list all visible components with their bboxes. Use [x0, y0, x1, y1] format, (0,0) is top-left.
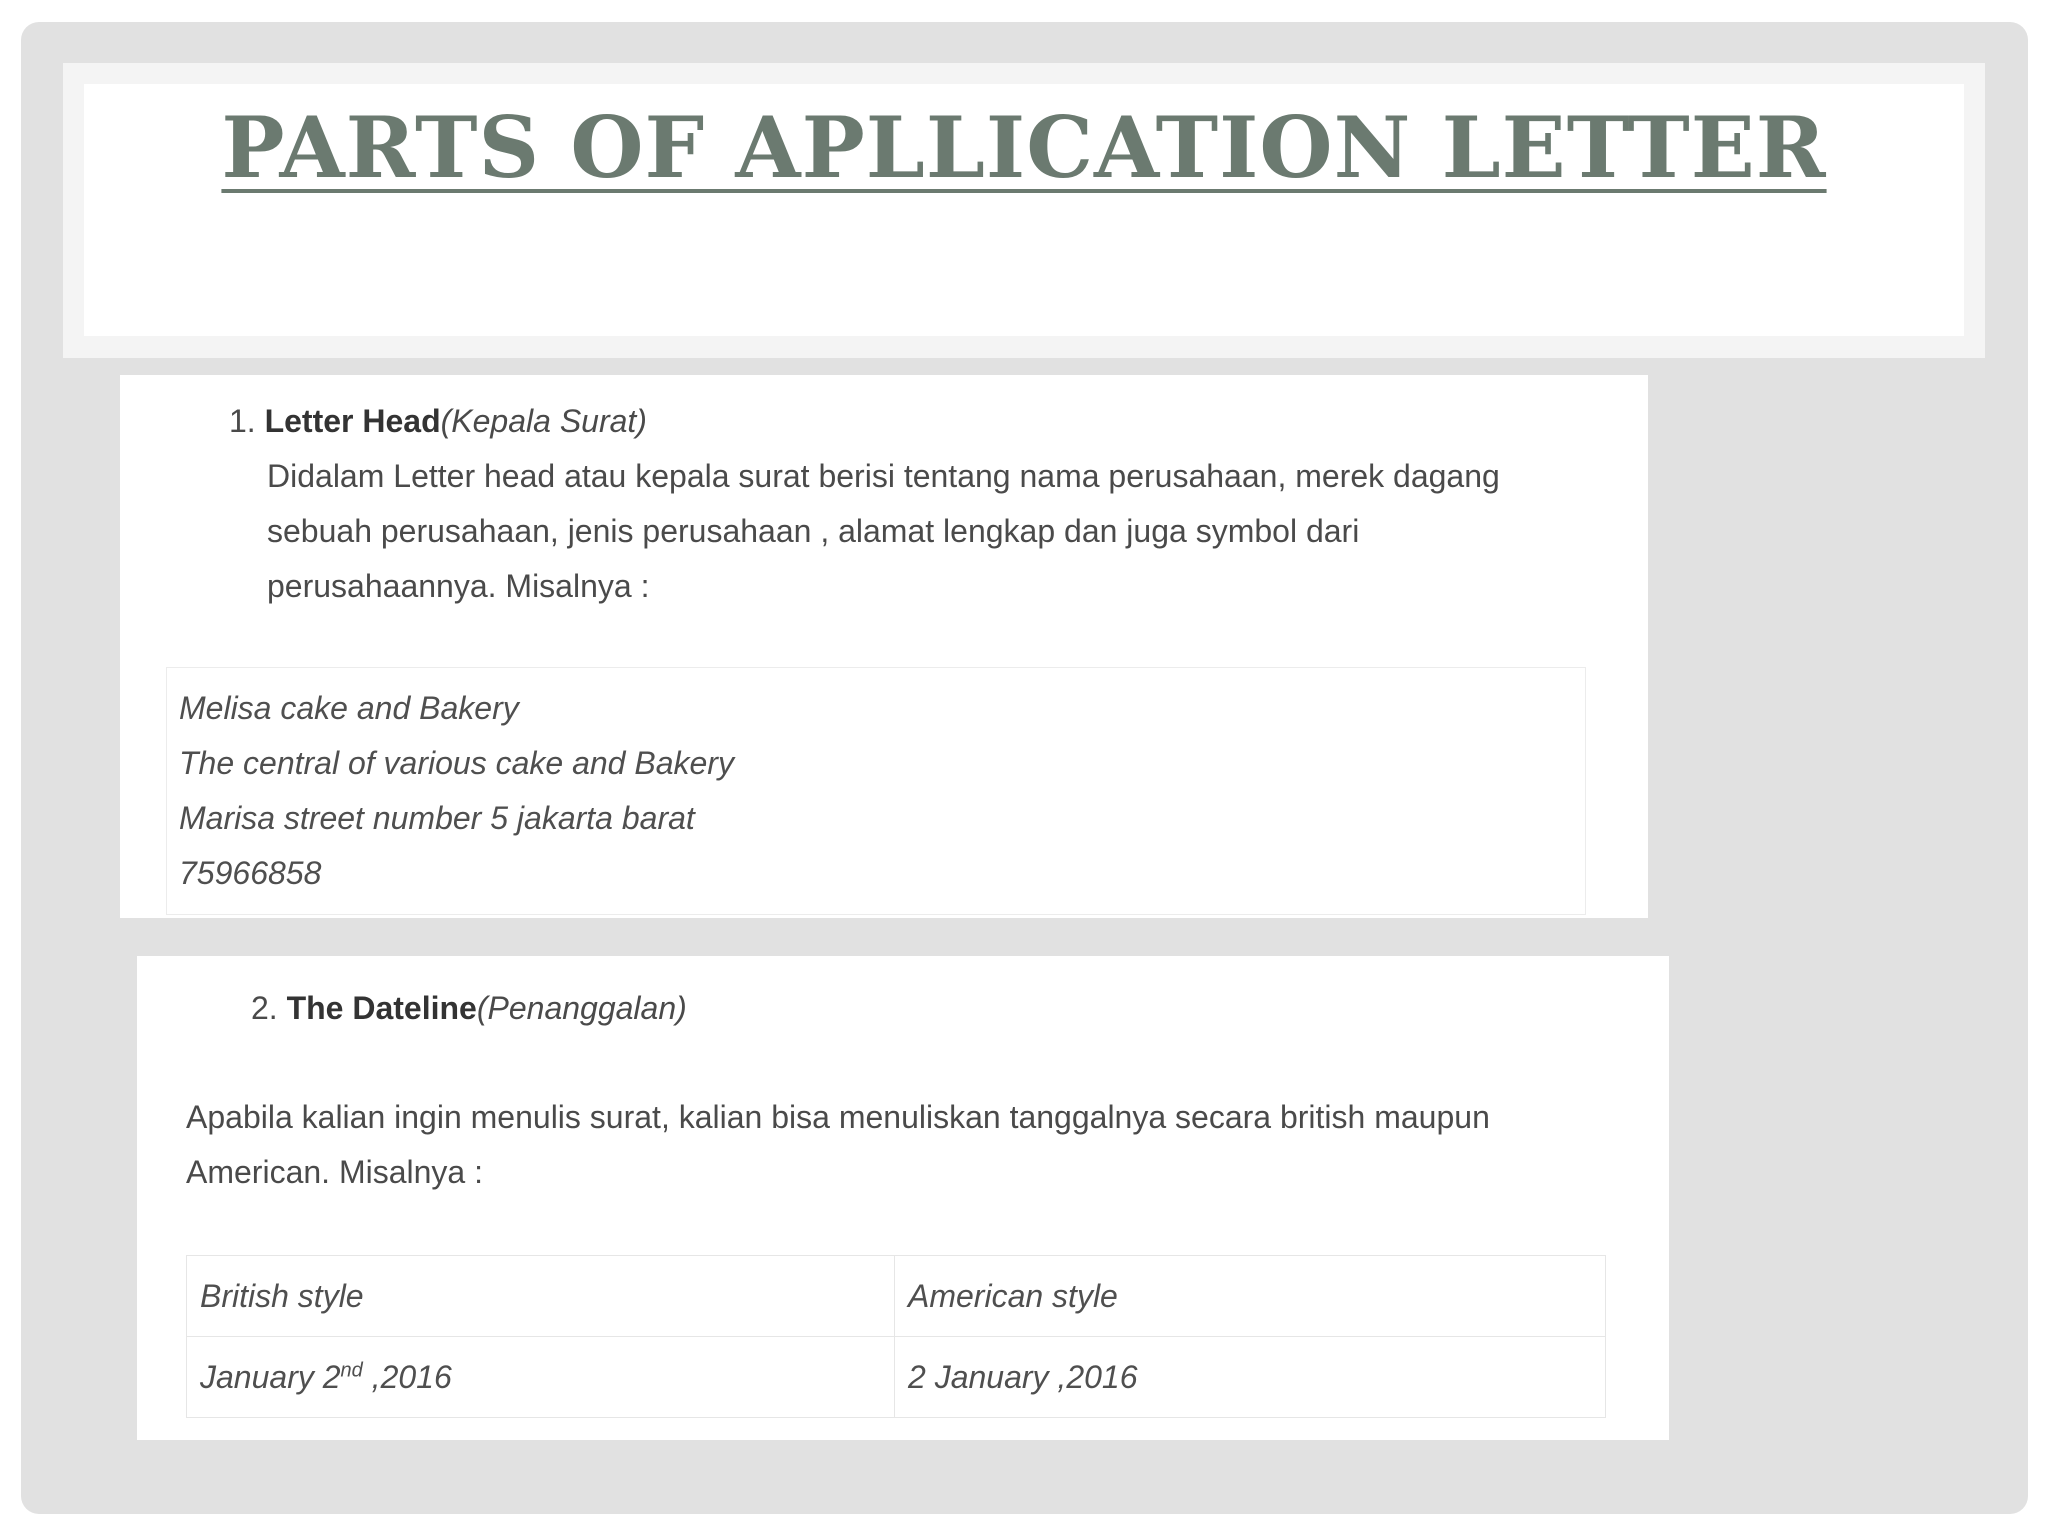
section-number: 2. [251, 990, 278, 1026]
british-date-year: ,2016 [362, 1358, 452, 1395]
example-company-phone: 75966858 [179, 855, 322, 891]
letter-head-heading [229, 394, 647, 449]
example-company-tagline: The central of various cake and Bakery [179, 745, 734, 781]
british-date-main: January 2 [200, 1358, 341, 1395]
british-date-cell [187, 1337, 895, 1418]
dateline-paragraph-line-2: American. Misalnya : [186, 1154, 483, 1190]
page-title: PARTS OF APLLICATION LETTER [221, 98, 1827, 197]
letter-head-paragraph-line-2: sebuah perusahaan, jenis perusahaan , alamat lengkap dan juga symbol dari [267, 513, 1360, 549]
letter-head-subtitle: (Kepala Surat) [440, 403, 647, 439]
british-date-ordinal: nd [340, 1358, 363, 1381]
american-style-header: American style [895, 1256, 1606, 1337]
example-company-address: Marisa street number 5 jakarta barat [179, 800, 695, 836]
example-company-name: Melisa cake and Bakery [179, 690, 519, 726]
dateline-paragraph-line-1: Apabila kalian ingin menulis surat, kalian bisa menuliskan tanggalnya secara british maupun [186, 1099, 1490, 1135]
letter-head-paragraph-line-3: perusahaannya. Misalnya : [267, 568, 650, 604]
american-date-cell: 2 January ,2016 [895, 1337, 1606, 1418]
letter-head-title: Letter Head [264, 403, 441, 439]
letter-head-example [179, 681, 734, 901]
british-style-header: British style [187, 1256, 895, 1337]
section-number: 1. [229, 403, 256, 439]
dateline-title: The Dateline [286, 990, 477, 1026]
dateline-heading [251, 981, 687, 1036]
letter-head-paragraph-line-1: Didalam Letter head atau kepala surat berisi tentang nama perusahaan, merek dagang [267, 458, 1500, 494]
table-row [187, 1337, 1606, 1418]
date-style-table [186, 1255, 1606, 1418]
table-row [187, 1256, 1606, 1337]
dateline-subtitle: (Penanggalan) [476, 990, 687, 1026]
